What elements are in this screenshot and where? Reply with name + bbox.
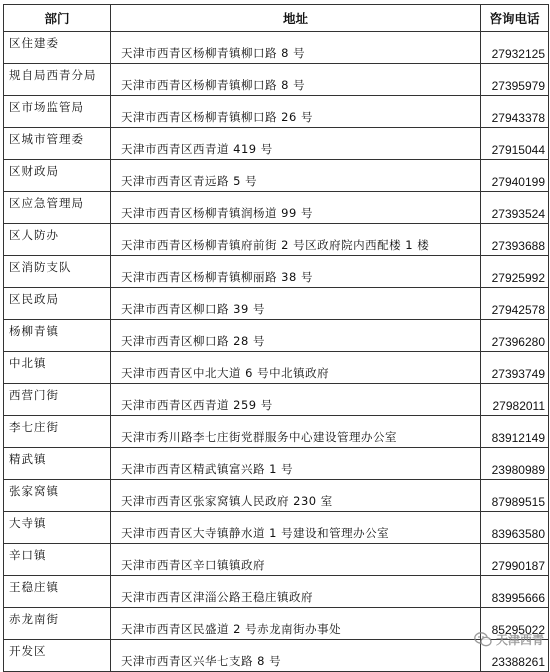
table-row	[4, 320, 549, 352]
cell-phone: 87989515	[481, 480, 549, 512]
cell-dept: 张家窝镇	[4, 480, 111, 512]
cell-phone: 27943378	[481, 96, 549, 128]
table-row	[4, 256, 549, 288]
cell-address: 天津市西青区杨柳青镇润杨道 99 号	[111, 192, 481, 224]
table-row	[4, 512, 549, 544]
cell-phone: 83912149	[481, 416, 549, 448]
cell-address: 天津市西青区柳口路 39 号	[111, 288, 481, 320]
cell-phone: 83963580	[481, 512, 549, 544]
cell-phone: 23980989	[481, 448, 549, 480]
cell-phone: 83995666	[481, 576, 549, 608]
cell-dept: 辛口镇	[4, 544, 111, 576]
table-row	[4, 224, 549, 256]
cell-dept: 区应急管理局	[4, 192, 111, 224]
cell-address: 天津市西青区大寺镇静水道 1 号建设和管理办公室	[111, 512, 481, 544]
cell-phone: 27396280	[481, 320, 549, 352]
table-row	[4, 128, 549, 160]
cell-dept: 区城市管理委	[4, 128, 111, 160]
cell-address: 天津市西青区张家窝镇人民政府 230 室	[111, 480, 481, 512]
cell-dept: 开发区	[4, 640, 111, 672]
cell-dept: 西营门街	[4, 384, 111, 416]
table-row	[4, 32, 549, 64]
table-row	[4, 480, 549, 512]
cell-dept: 李七庄街	[4, 416, 111, 448]
cell-phone: 85295022	[481, 608, 549, 640]
cell-phone: 27915044	[481, 128, 549, 160]
cell-phone: 27942578	[481, 288, 549, 320]
cell-address: 天津市西青区辛口镇镇政府	[111, 544, 481, 576]
cell-phone: 27395979	[481, 64, 549, 96]
table-row	[4, 448, 549, 480]
cell-phone: 27982011	[481, 384, 549, 416]
cell-address: 天津市西青区西青道 419 号	[111, 128, 481, 160]
cell-dept: 区消防支队	[4, 256, 111, 288]
table-row	[4, 192, 549, 224]
header-address: 地址	[111, 5, 481, 32]
table-row	[4, 576, 549, 608]
table-row	[4, 608, 549, 640]
cell-address: 天津市西青区杨柳青镇柳口路 26 号	[111, 96, 481, 128]
table-row	[4, 288, 549, 320]
watermark	[474, 631, 544, 648]
table-row	[4, 416, 549, 448]
cell-address: 天津市西青区中北大道 6 号中北镇政府	[111, 352, 481, 384]
cell-dept: 区民政局	[4, 288, 111, 320]
table-row	[4, 352, 549, 384]
table-row	[4, 544, 549, 576]
cell-address: 天津市西青区民盛道 2 号赤龙南街办事处	[111, 608, 481, 640]
cell-address: 天津市西青区兴华七支路 8 号	[111, 640, 481, 672]
cell-address: 天津市西青区津淄公路王稳庄镇政府	[111, 576, 481, 608]
cell-address: 天津市秀川路李七庄街党群服务中心建设管理办公室	[111, 416, 481, 448]
cell-address: 天津市西青区杨柳青镇柳口路 8 号	[111, 64, 481, 96]
cell-phone: 27925992	[481, 256, 549, 288]
cell-dept: 区市场监管局	[4, 96, 111, 128]
header-phone: 咨询电话	[481, 5, 549, 32]
cell-dept: 杨柳青镇	[4, 320, 111, 352]
cell-dept: 王稳庄镇	[4, 576, 111, 608]
wechat-icon	[474, 632, 492, 647]
cell-phone: 27940199	[481, 160, 549, 192]
cell-dept: 区住建委	[4, 32, 111, 64]
cell-phone: 27393688	[481, 224, 549, 256]
table-row	[4, 384, 549, 416]
cell-dept: 区财政局	[4, 160, 111, 192]
cell-address: 天津市西青区柳口路 28 号	[111, 320, 481, 352]
watermark-text: 天津西青	[495, 633, 544, 647]
cell-phone: 27932125	[481, 32, 549, 64]
cell-address: 天津市西青区青远路 5 号	[111, 160, 481, 192]
table-row	[4, 96, 549, 128]
table-header-row	[4, 5, 549, 32]
cell-dept: 精武镇	[4, 448, 111, 480]
contact-table	[3, 4, 549, 672]
cell-dept: 规自局西青分局	[4, 64, 111, 96]
table-row	[4, 640, 549, 672]
cell-dept: 赤龙南街	[4, 608, 111, 640]
cell-phone: 27393749	[481, 352, 549, 384]
cell-dept: 中北镇	[4, 352, 111, 384]
cell-dept: 区人防办	[4, 224, 111, 256]
table-row	[4, 160, 549, 192]
cell-phone: 27393524	[481, 192, 549, 224]
cell-phone: 27990187	[481, 544, 549, 576]
cell-phone: 23388261	[481, 640, 549, 672]
cell-address: 天津市西青区杨柳青镇柳口路 8 号	[111, 32, 481, 64]
cell-address: 天津市西青区杨柳青镇柳丽路 38 号	[111, 256, 481, 288]
cell-address: 天津市西青区精武镇富兴路 1 号	[111, 448, 481, 480]
header-dept: 部门	[4, 5, 111, 32]
table-row	[4, 64, 549, 96]
cell-address: 天津市西青区西青道 259 号	[111, 384, 481, 416]
cell-address: 天津市西青区杨柳青镇府前街 2 号区政府院内西配楼 1 楼	[111, 224, 481, 256]
cell-dept: 大寺镇	[4, 512, 111, 544]
